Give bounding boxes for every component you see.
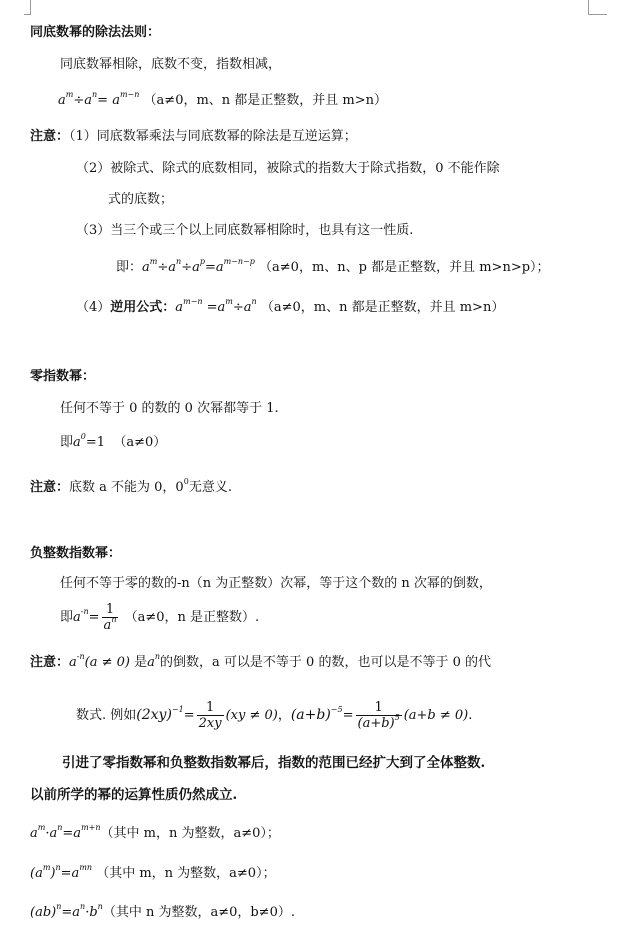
law1-condition: （其中 m，n 为整数，a≠0）； (100, 826, 280, 841)
note3-example: 即：$a^m\div a^n\div a^p=a^{m-n-p}$ （a≠0，m、n、p 都是正整数，并且 m>n>p）； (116, 257, 550, 275)
zero-exponent-text: 任何不等于 0 的数的 0 次幂都等于 1. (60, 401, 279, 416)
zero-note-line: 注意：底数 a 不能为 0，$0^0$无意义. (30, 477, 232, 495)
neg-formula-prefix: 即 (60, 610, 74, 625)
note4-label: 逆用公式： (110, 300, 176, 315)
note1-line (30, 128, 357, 146)
note3-text: （3）当三个或三个以上同底数幂相除时，也具有这一性质. (76, 223, 414, 238)
heading-zero-exponent: 零指数幂： (30, 369, 96, 384)
heading-negative-exponent: 负整数指数幂： (30, 546, 122, 561)
negative-exponent-formula: 即$a^{-n}=$ $\frac{1}{a^n}$ （a≠0，n 是正整数）. (60, 601, 260, 633)
law-product-of-powers: $a^m\cdot a^n=a^{m+n}$（其中 m，n 为整数，a≠0）； (30, 823, 280, 841)
page-corner-mark-right (588, 0, 607, 15)
division-rule-condition: （a≠0，m、n 都是正整数，并且 m>n） (143, 93, 388, 108)
notes-label: 注意： (30, 129, 70, 144)
note4-prefix: （4） (76, 300, 111, 315)
zero-formula-prefix: 即 (60, 435, 74, 450)
law2-condition: （其中 m，n 为整数，a≠0）； (96, 866, 276, 881)
heading-division-rule: 同底数幂的除法法则： (30, 25, 161, 40)
negative-exponent-text: 任何不等于零的数的-n（n 为正整数）次幂，等于这个数的 n 次幂的倒数， (60, 576, 492, 591)
note2-line1: （2）被除式、除式的底数相同，被除式的指数大于除式指数，0 不能作除 (76, 161, 500, 176)
law3-condition: （其中 n 为整数，a≠0，b≠0）. (102, 905, 295, 920)
note2-line2: 式的底数； (108, 192, 174, 207)
division-rule-text: 同底数幂相除，底数不变，指数相减， (60, 57, 282, 72)
page-corner-mark-left (24, 0, 31, 15)
law-power-of-power: $(a^m)^n=a^{mn}$ （其中 m，n 为整数，a≠0）； (30, 863, 276, 881)
zero-note-text-part2: 无意义. (188, 480, 232, 495)
zero-exponent-formula: 即$a^0=1$ （a≠0） (60, 432, 167, 450)
neg-formula-condition: （a≠0，n 是正整数）. (124, 610, 260, 625)
conclusion-line2: 以前所学的幂的运算性质仍然成立. (30, 787, 238, 803)
zero-note-text-part1: 底数 a 不能为 0，0 (69, 480, 184, 495)
note4-line: （4）逆用公式：$a^{m-n} =a^m\div a^n$ （a≠0，m、n 都是正整数，并且 m>n） (76, 297, 505, 315)
negative-note-mid: 是 (134, 655, 148, 670)
note3-example-condition: （a≠0，m、n、p 都是正整数，并且 m>n>p）； (259, 260, 550, 275)
note1-text: （1）同底数幂乘法与同底数幂的除法是互逆运算； (69, 129, 357, 144)
note3-example-prefix: 即： (116, 260, 143, 275)
negative-example-line: 数式. 例如$(2xy)^{-1}=$ $\frac{1}{2xy}$ (xy ≠ 0)，$(a+b)^{-5}=$ $\frac{1}{(a+b)^5}$ (a+b ≠ 0). (76, 699, 473, 731)
conclusion-line1: 引进了零指数幂和负整数指数幂后，指数的范围已经扩大到了全体整数. (62, 755, 486, 771)
negative-note-line: 注意：$a^{-n}(a \ne 0)$ 是$a^n$的倒数，a 可以是不等于 0 的数，也可以是不等于 0 的代 (30, 652, 492, 670)
negative-note-label: 注意： (30, 655, 70, 670)
negative-example-prefix: 数式. 例如 (76, 708, 137, 723)
division-rule-formula: $a^m\div a^n= a^{m-n}$ （a≠0，m、n 都是正整数，并且 m>n） (58, 90, 388, 108)
zero-note-label: 注意： (30, 480, 70, 495)
zero-formula-condition: （a≠0） (113, 435, 167, 450)
note4-condition: （a≠0，m、n 都是正整数，并且 m>n） (260, 300, 505, 315)
negative-note-tail: 的倒数，a 可以是不等于 0 的数，也可以是不等于 0 的代 (160, 655, 492, 670)
law-power-of-product: $(ab)^n=a^n\cdot b^n$（其中 n 为整数，a≠0，b≠0）. (30, 902, 295, 920)
